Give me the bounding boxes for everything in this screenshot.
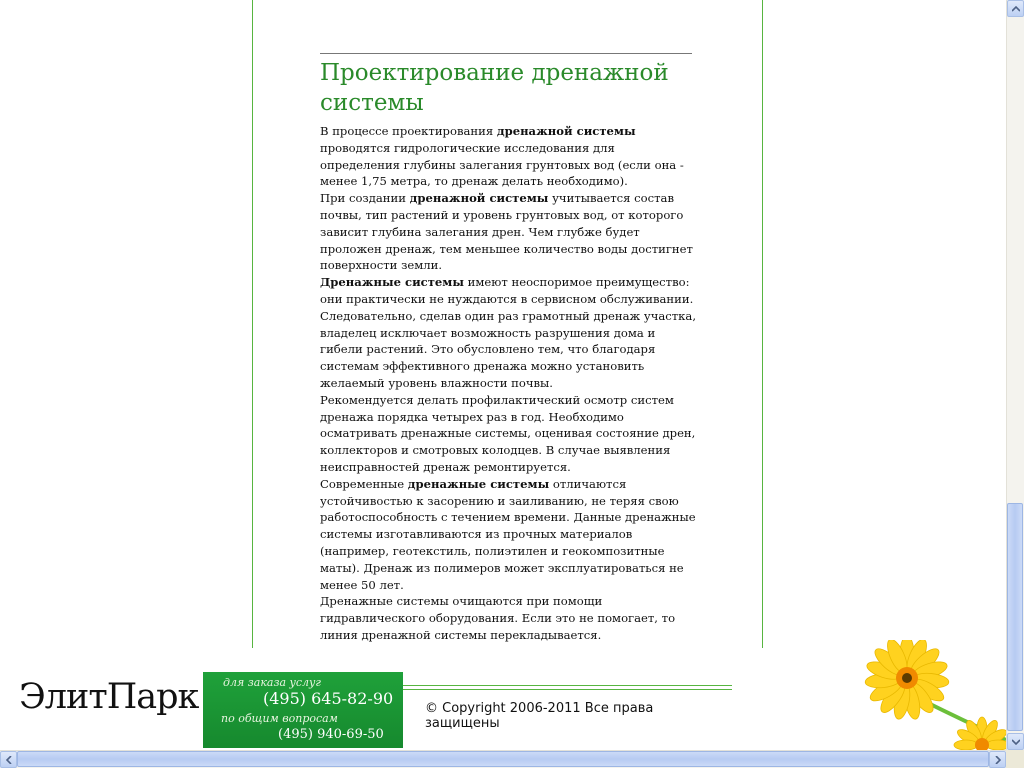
- order-label: для заказа услуг: [223, 676, 321, 689]
- article-paragraph: Дренажные системы имеют неоспоримое преимущество: они практически не нуждаются в сервисном обслуживании. Следовательно, сделав один раз грамотный дренаж участка, владелец исключает возможность разрушения дома и гибели растений. Это обусловлено тем, что благодаря системам эффективного дренажа можно установить желаемый уровень влажности почвы.: [320, 275, 697, 390]
- scroll-left-button[interactable]: [0, 751, 17, 768]
- vertical-scroll-thumb[interactable]: [1007, 503, 1023, 731]
- general-phone: (495) 940-69-50: [278, 727, 384, 742]
- article-paragraph: Дренажные системы очищаются при помощи гидравлического оборудования. Если это не помогает, то линия дренажной системы перекладывается.: [320, 594, 676, 642]
- order-phone: (495) 645-82-90: [263, 689, 394, 708]
- scroll-up-button[interactable]: [1007, 0, 1024, 17]
- arrow-right-icon: [995, 756, 1001, 764]
- content-column: [252, 0, 763, 648]
- site-logo[interactable]: ЭлитПарк: [19, 677, 199, 717]
- scrollbar-corner: [1006, 750, 1024, 768]
- arrow-down-icon: [1012, 739, 1020, 745]
- article-body: [320, 123, 698, 644]
- horizontal-scroll-thumb[interactable]: [17, 751, 989, 767]
- scroll-down-button[interactable]: [1007, 733, 1024, 750]
- article-paragraph: В процессе проектирования дренажной системы проводятся гидрологические исследования для определения глубины залегания грунтовых вод (если она - менее 1,75 метра, то дренаж делать необходимо).: [320, 124, 684, 189]
- copyright-text: © Copyright 2006-2011 Все права защищены: [425, 701, 654, 731]
- scroll-right-button[interactable]: [989, 751, 1006, 768]
- article-paragraph: Современные дренажные системы отличаются устойчивостью к засорению и заиливанию, не теряя свою работоспособность с течением времени. Данные дренажные системы изготавливаются из прочных материалов (например, геотекстиль, полиэтилен и геокомпозитные маты). Дренаж из полимеров может эксплуатироваться не менее 50 лет.: [320, 476, 696, 592]
- contact-box: [203, 672, 403, 748]
- arrow-up-icon: [1012, 6, 1020, 12]
- general-label: по общим вопросам: [221, 712, 338, 725]
- gerbera-flower-icon: [852, 640, 1006, 750]
- page-title: Проектирование дренажной системы: [320, 60, 669, 116]
- title-divider: [320, 53, 692, 54]
- arrow-left-icon: [6, 756, 12, 764]
- article-paragraph: При создании дренажной системы учитывается состав почвы, тип растений и уровень грунтовых вод, от которого зависит глубина залегания дрен. Чем глубже будет проложен дренаж, тем меньшее количество воды достигнет поверхности земли.: [320, 191, 693, 273]
- article-paragraph: Рекомендуется делать профилактический осмотр систем дренажа порядка четырех раз в год. Необходимо осматривать дренажные системы, оценивая состояние дрен, коллекторов и смотровых колодцев. В случае выявления неисправностей дренаж ремонтируется.: [320, 392, 696, 474]
